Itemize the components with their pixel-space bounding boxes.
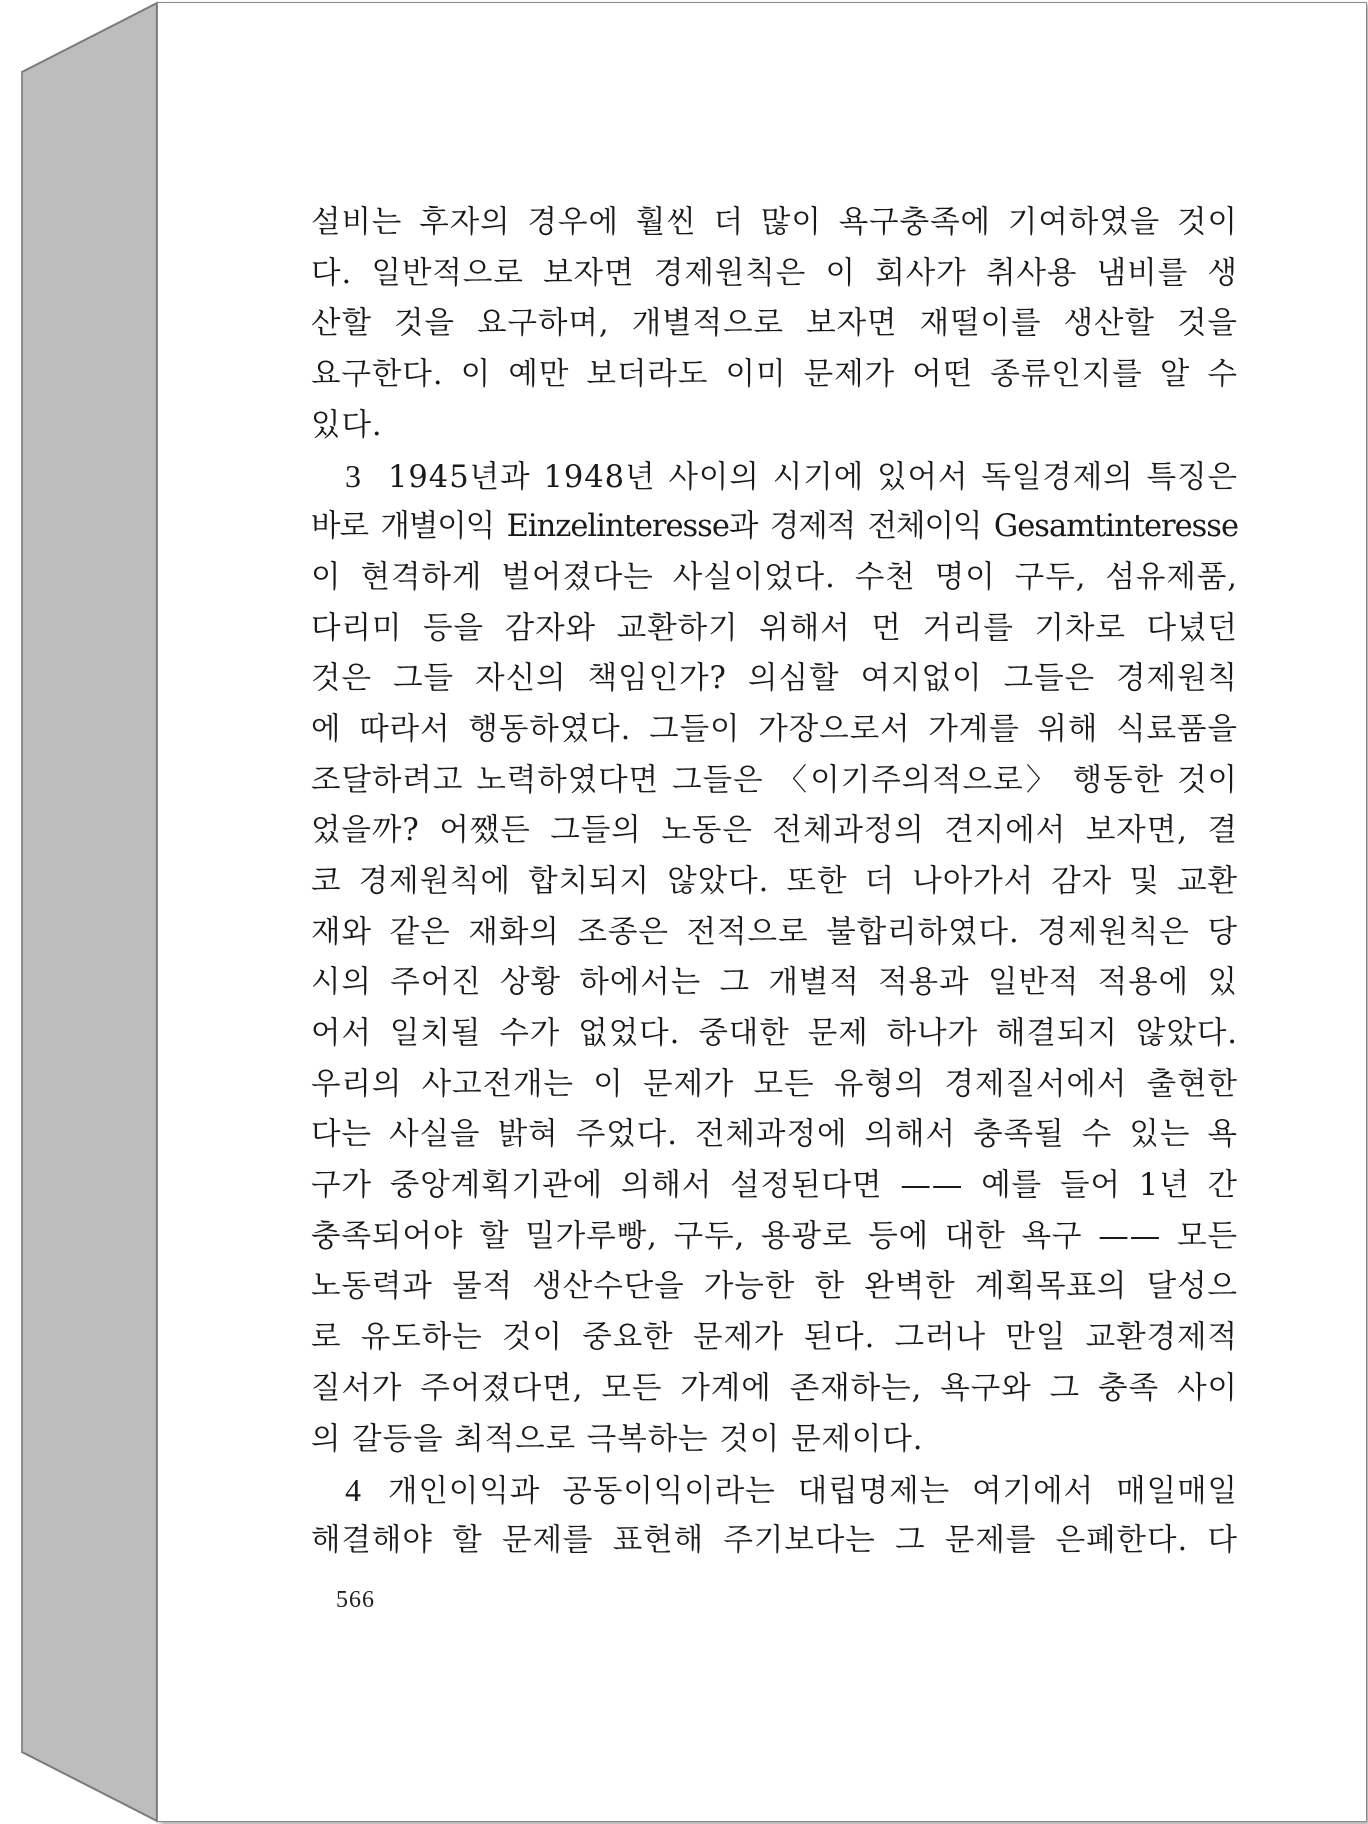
text-line: 다. 일반적으로 보자면 경제원칙은 이 회사가 취사용 냄비를 생 (311, 255, 1238, 291)
text-line: 바로 개별이익 Einzelinteresse과 경제적 전체이익 Gesamtinteresse (311, 509, 1238, 545)
text-line: 산할 것을 요구하며, 개별적으로 보자면 재떨이를 생산할 것을 (311, 306, 1238, 342)
text-line: 1945년과 1948년 사이의 시기에 있어서 독일경제의 특징은 (388, 460, 1238, 496)
text-line: 우리의 사고전개는 이 문제가 모든 유형의 경제질서에서 출현한 (311, 1066, 1238, 1102)
text-line: 시의 주어진 상황 하에서는 그 개별적 적용과 일반적 적용에 있 (311, 965, 1238, 1001)
text-line: 개인이익과 공동이익이라는 대립명제는 여기에서 매일매일 (388, 1474, 1238, 1510)
text-line: 충족되어야 할 밀가루빵, 구두, 용광로 등에 대한 욕구 —— 모든 (311, 1218, 1238, 1254)
text-line: 것은 그들 자신의 책임인가? 의심할 여지없이 그들은 경제원칙 (311, 661, 1238, 697)
text-line: 의 갈등을 최적으로 극복하는 것이 문제이다. (311, 1421, 924, 1457)
paragraph-number: 4 (345, 1472, 362, 1509)
text-line: 해결해야 할 문제를 표현해 주기보다는 그 문제를 은폐한다. 다 (311, 1522, 1238, 1558)
text-line: 요구한다. 이 예만 보더라도 이미 문제가 어떤 종류인지를 알 수 (311, 357, 1238, 393)
text-line: 다는 사실을 밝혀 주었다. 전체과정에 의해서 충족될 수 있는 욕 (311, 1117, 1238, 1153)
text-line: 로 유도하는 것이 중요한 문제가 된다. 그러나 만일 교환경제적 (311, 1320, 1238, 1356)
text-line: 있다. (311, 407, 383, 443)
paragraph-3-first-line (311, 451, 1238, 502)
text-line: 설비는 후자의 경우에 훨씬 더 많이 욕구충족에 기여하였을 것이 (311, 205, 1238, 240)
page-number: 566 (336, 1587, 375, 1613)
paragraph-number: 3 (345, 458, 362, 495)
text-line: 에 따라서 행동하였다. 그들이 가장으로서 가계를 위해 식료품을 (311, 711, 1238, 747)
text-line: 었을까? 어쨌든 그들의 노동은 전체과정의 견지에서 보자면, 결 (311, 813, 1238, 849)
text-line: 코 경제원칙에 합치되지 않았다. 또한 더 나아가서 감자 및 교환 (311, 863, 1238, 899)
text-line: 다리미 등을 감자와 교환하기 위해서 먼 거리를 기차로 다녔던 (311, 610, 1238, 646)
paragraph-4-first-line (311, 1465, 1238, 1516)
text-line: 조달하려고 노력하였다면 그들은 〈이기주의적으로〉 행동한 것이 (311, 762, 1238, 798)
text-line: 어서 일치될 수가 없었다. 중대한 문제 하나가 해결되지 않았다. (311, 1016, 1238, 1051)
text-line: 재와 같은 재화의 조종은 전적으로 불합리하였다. 경제원칙은 당 (311, 914, 1238, 950)
body-text (311, 198, 1238, 1567)
text-line: 질서가 주어졌다면, 모든 가계에 존재하는, 욕구와 그 충족 사이 (311, 1370, 1238, 1406)
text-line: 이 현격하게 벌어졌다는 사실이었다. 수천 명이 구두, 섬유제품, (311, 559, 1238, 595)
text-line: 구가 중앙계획기관에 의해서 설정된다면 —— 예를 들어 1년 간 (311, 1168, 1238, 1204)
text-line: 노동력과 물적 생산수단을 가능한 한 완벽한 계획목표의 달성으 (311, 1269, 1238, 1305)
